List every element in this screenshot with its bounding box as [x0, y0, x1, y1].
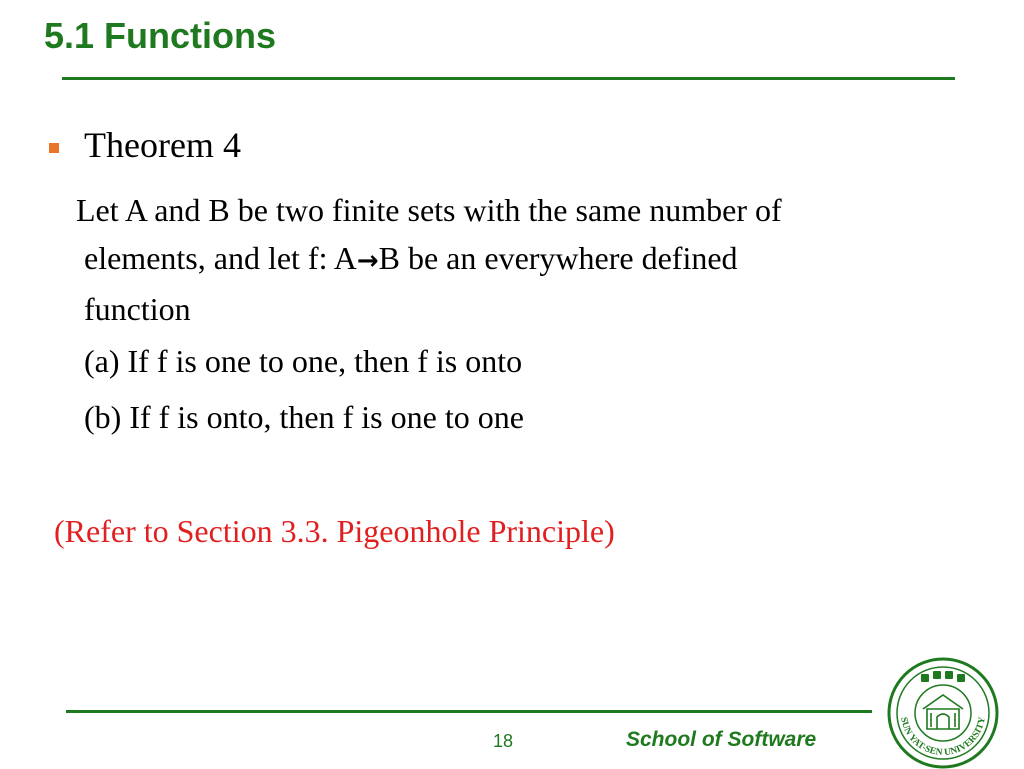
university-seal-icon — [887, 657, 999, 769]
reference-note: (Refer to Section 3.3. Pigeonhole Principle) — [54, 513, 615, 549]
statement-line-2-start: elements, and let f: A — [84, 240, 357, 276]
footer-divider — [66, 710, 872, 713]
statement-line-2-end: B be an everywhere defined — [378, 240, 738, 276]
page-number: 18 — [493, 731, 514, 751]
statement-line-1: Let A and B be two finite sets with the same number of — [76, 192, 782, 228]
theorem-item-a: (a) If f is one to one, then f is onto — [84, 343, 523, 379]
right-arrow-icon: → — [356, 246, 379, 276]
theorem-heading: Theorem 4 — [84, 125, 241, 165]
statement-line-2 — [84, 234, 974, 285]
seal-text: SUN YAT-SEN UNIVERSITY — [898, 716, 988, 759]
theorem-item-b: (b) If f is onto, then f is one to one — [84, 399, 524, 435]
statement-line-3: function — [84, 291, 191, 327]
bullet-square-icon — [49, 143, 59, 153]
theorem-statement — [76, 186, 974, 333]
slide-title: 5.1 Functions — [44, 15, 277, 56]
title-divider — [62, 77, 955, 80]
footer-school-name: School of Software — [626, 728, 817, 751]
